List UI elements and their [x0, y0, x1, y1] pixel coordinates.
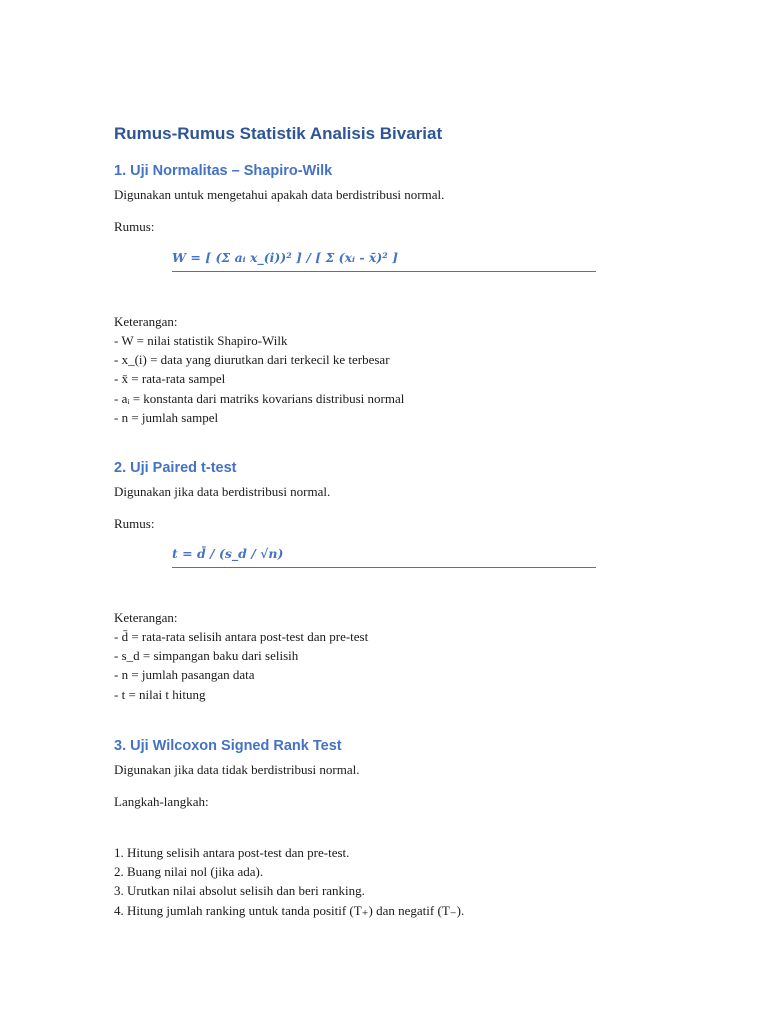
section-1-notes-label: Keterangan: — [114, 314, 178, 329]
section-1-heading: 1. Uji Normalitas – Shapiro-Wilk — [114, 163, 333, 179]
section-1-formula: W = [ (Σ aᵢ x_(i))² ] / [ Σ (xᵢ - x̄)² ] — [172, 250, 596, 272]
list-item: 2. Buang nilai nol (jika ada). — [114, 864, 264, 880]
section-3-description: Digunakan jika data tidak berdistribusi normal. — [114, 762, 360, 777]
section-2-description: Digunakan jika data berdistribusi normal. — [114, 484, 331, 499]
section-2-formula-label: Rumus: — [114, 516, 155, 531]
list-item: 3. Urutkan nilai absolut selisih dan beri ranking. — [114, 883, 365, 899]
list-item: - t = nilai t hitung — [114, 686, 206, 702]
list-item: - x̄ = rata-rata sampel — [114, 371, 226, 387]
section-2-notes — [114, 627, 368, 704]
list-item: - d̄ = rata-rata selisih antara post-test dan pre-test — [114, 629, 369, 644]
list-item: 4. Hitung jumlah ranking untuk tanda positif (T₊) dan negatif (T₋). — [114, 902, 465, 918]
section-1-formula-label: Rumus: — [114, 219, 155, 234]
section-2-formula: t = d̄ / (s_d / √n) — [172, 546, 596, 568]
section-1-notes — [114, 331, 404, 427]
list-item: 1. Hitung selisih antara post-test dan pre-test. — [114, 845, 350, 860]
list-item: - n = jumlah sampel — [114, 409, 219, 425]
list-item: - W = nilai statistik Shapiro-Wilk — [114, 333, 288, 348]
section-2-heading: 2. Uji Paired t-test — [114, 460, 237, 476]
document-title: Rumus-Rumus Statistik Analisis Bivariat — [114, 124, 443, 143]
list-item: - x_(i) = data yang diurutkan dari terkecil ke terbesar — [114, 352, 390, 368]
section-3-steps-label: Langkah-langkah: — [114, 794, 209, 809]
section-1-description: Digunakan untuk mengetahui apakah data berdistribusi normal. — [114, 187, 445, 202]
list-item: - n = jumlah pasangan data — [114, 667, 255, 683]
section-2-notes-label: Keterangan: — [114, 610, 178, 625]
section-3-steps — [114, 843, 464, 920]
section-3-heading: 3. Uji Wilcoxon Signed Rank Test — [114, 738, 342, 754]
list-item: - aᵢ = konstanta dari matriks kovarians distribusi normal — [114, 390, 405, 406]
list-item: - s_d = simpangan baku dari selisih — [114, 648, 299, 664]
